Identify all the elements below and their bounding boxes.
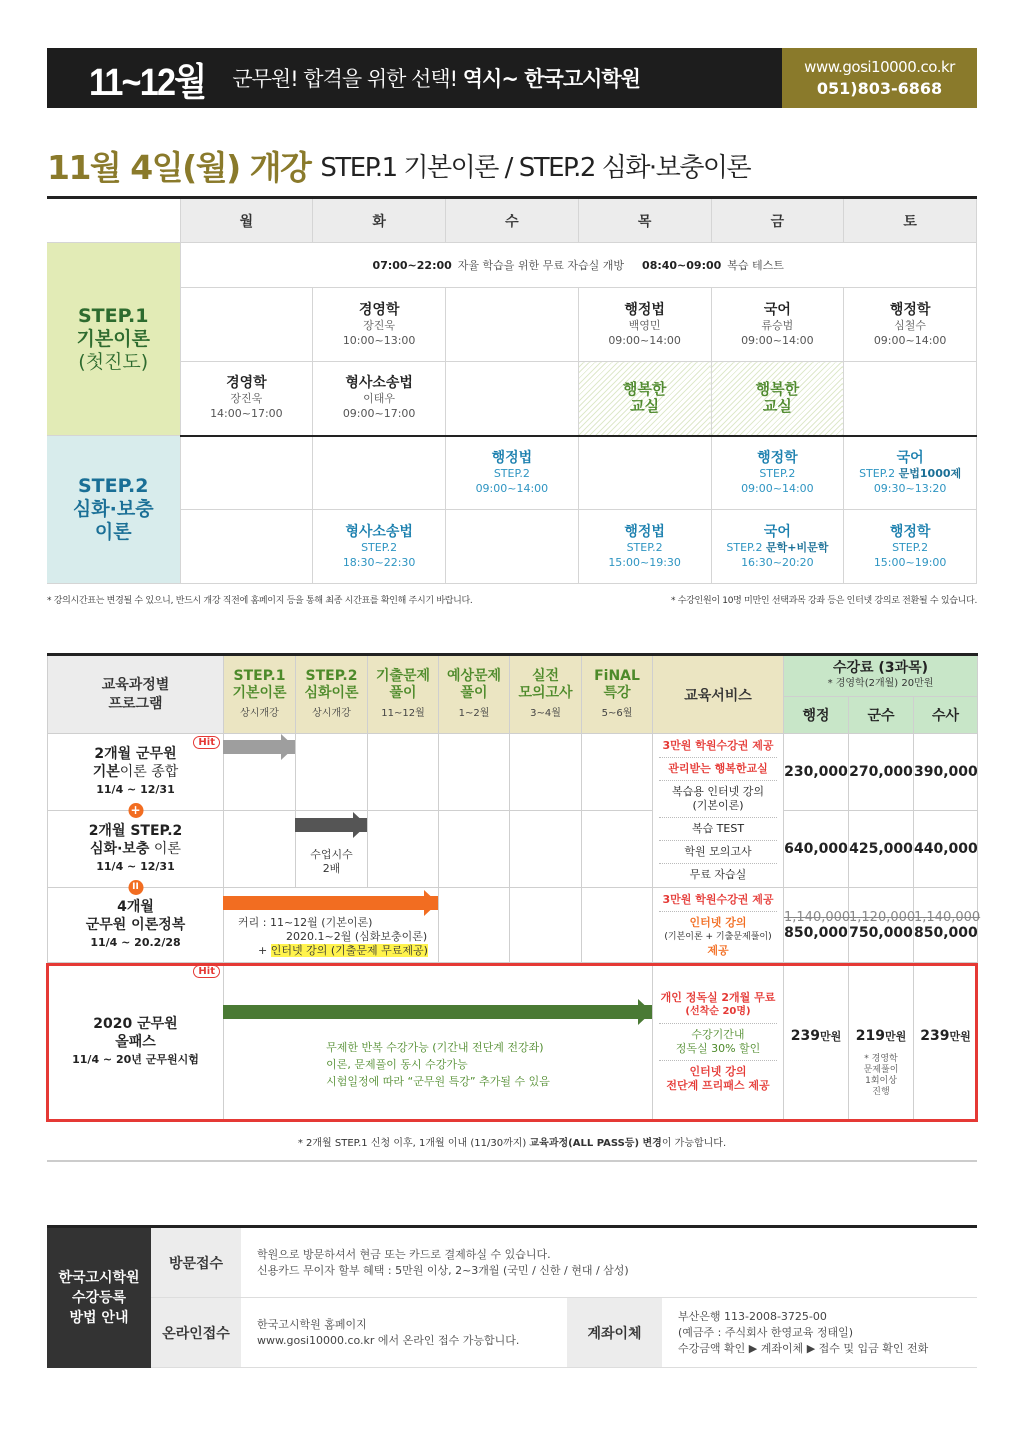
row-l1: 2020 군무원	[93, 1016, 178, 1032]
desc-line: 무제한 반복 수강가능 (기간내 전단계 전강좌)	[326, 1040, 544, 1054]
desc-line: 이론, 문제풀이 동시 수강가능	[326, 1057, 468, 1071]
level: STEP.2	[759, 466, 796, 480]
col-sub: 1~2월	[458, 707, 490, 719]
time: 16:30~20:20	[741, 555, 814, 569]
original-price: 1,120,000	[849, 909, 916, 925]
grid-cell	[582, 811, 653, 888]
col-l1: 기출문제	[375, 667, 431, 684]
program-label	[48, 888, 224, 963]
service-item	[659, 781, 777, 818]
service-item	[659, 912, 777, 962]
class-cell	[844, 510, 977, 584]
website-link[interactable]: www.gosi10000.co.kr	[804, 58, 955, 76]
services-cell	[653, 734, 784, 888]
level: STEP.2	[361, 540, 398, 554]
fee-title: 수강료 (3과목)	[832, 660, 929, 676]
arrow-4month-icon	[223, 896, 438, 910]
price-num: 239	[790, 1028, 820, 1044]
banner-main	[47, 48, 782, 108]
time: 09:00~14:00	[475, 481, 549, 495]
step1-label	[47, 243, 180, 436]
program-label	[48, 963, 224, 1122]
grid-cell	[296, 734, 368, 811]
subject: 경영학	[358, 301, 400, 318]
plus-connector-icon: +	[128, 803, 143, 818]
note-line: * 경영학	[864, 1054, 898, 1064]
tagline-normal: 군무원! 합격을 위한 선택!	[232, 67, 458, 91]
class-cell	[844, 436, 977, 510]
time: 14:00~17:00	[210, 407, 283, 421]
row-dates: 11/4 ~ 20년 군무원시험	[72, 1053, 199, 1066]
row-l2	[48, 840, 223, 858]
happy-line2: 교실	[630, 397, 660, 416]
title-l1: 한국고시학원	[58, 1270, 140, 1286]
services-cell	[653, 888, 784, 963]
service-l2: (기본이론 + 기출문제풀이)	[664, 931, 772, 942]
fee-col-admin: 행정	[784, 697, 849, 734]
phone-number[interactable]: 051)803-6868	[816, 79, 943, 98]
fee-col-military: 군수	[849, 697, 914, 734]
arrow-step2-icon	[295, 818, 367, 832]
curri-l2: 2020.1~2월 (심화보충이론)	[286, 930, 428, 943]
s2r1-tue	[313, 436, 446, 510]
grid-cell	[510, 888, 582, 963]
teacher: 심철수	[894, 318, 927, 332]
class-cell	[446, 436, 579, 510]
schedule-note-left: * 강의시간표는 변경될 수 있으니, 반드시 개강 직전에 홈페이지 등을 통해 최종 시간표를 확인해 주시기 바랍니다.	[47, 596, 473, 606]
schedule-table	[47, 196, 977, 584]
note-l1: 수업시수	[310, 848, 353, 861]
fee-col-investigation: 수사	[914, 697, 978, 734]
service-item: 학원 모의고사	[659, 841, 777, 864]
original-price: 1,140,000	[914, 909, 981, 925]
footnote-c: 이 가능합니다.	[661, 1138, 727, 1149]
title-subtitle: STEP.1 기본이론 / STEP.2 심화·보충이론	[320, 152, 751, 183]
price: 425,000	[849, 811, 914, 888]
service-item: 3만원 학원수강권 제공	[659, 889, 777, 912]
service-l1: 수강기간내	[691, 1028, 745, 1041]
price	[849, 963, 914, 1122]
time: 15:00~19:30	[608, 555, 681, 569]
subject: 행정학	[757, 449, 798, 466]
grid-cell	[582, 734, 653, 811]
step1-line3: (첫진도)	[78, 350, 149, 373]
subject: 행정법	[624, 301, 665, 318]
happy-line1: 행복한	[755, 380, 800, 399]
step2-label	[47, 436, 180, 584]
service-l3: 제공	[707, 943, 729, 957]
level: STEP.2	[626, 540, 663, 554]
time: 09:00~17:00	[342, 407, 416, 421]
curri-prefix: +	[258, 944, 271, 957]
class-cell	[313, 510, 446, 584]
price: 440,000	[914, 811, 978, 888]
arrow-head	[638, 999, 652, 1025]
transfer-l1: 부산은행 113-2008-3725-00	[678, 1309, 827, 1323]
curri-l1: 커리 : 11~12월 (기본이론)	[238, 916, 373, 929]
program-label	[48, 811, 224, 892]
day-thu: 목	[578, 198, 711, 243]
time: 09:00~14:00	[873, 333, 947, 347]
col-l2: 풀이	[460, 684, 488, 701]
s2r1-mon	[180, 436, 313, 510]
banner-contact	[782, 48, 977, 108]
step2-line1: STEP.2	[78, 475, 149, 497]
happy-classroom-cell	[578, 362, 711, 436]
col-l1: STEP.1	[233, 667, 286, 684]
header-step2	[296, 655, 368, 734]
subject: 행정법	[491, 449, 533, 466]
teacher: 류승범	[761, 318, 794, 332]
row-l1: 4개월	[117, 899, 154, 915]
level-extra: 문학+비문학	[765, 540, 829, 554]
online-label: 온라인접수	[151, 1298, 241, 1368]
level-text: STEP.2	[859, 466, 896, 480]
s1r2-sat	[844, 362, 977, 436]
price-num: 219	[855, 1028, 885, 1044]
col-l1: 예상문제	[446, 667, 502, 684]
service-l1: 개인 정독실 2개월 무료	[660, 991, 776, 1004]
grid-cell	[582, 888, 653, 963]
step1-line1: STEP.1	[78, 304, 149, 327]
sale-price: 850,000	[784, 924, 848, 941]
price	[849, 888, 914, 963]
s1r1-mon	[180, 288, 313, 362]
time: 09:00~14:00	[741, 333, 814, 347]
service-l2: 정독실 30% 할인	[675, 1042, 761, 1055]
row-l2	[48, 763, 223, 781]
note-line: 진행	[872, 1087, 890, 1097]
service-item: 무료 자습실	[689, 868, 747, 881]
program-row-allpass	[48, 963, 978, 1122]
row-dates: 11/4 ~ 12/31	[96, 860, 175, 873]
step2-line3: 이론	[94, 521, 132, 543]
class-cell	[711, 436, 844, 510]
banner-period: 11~12월	[89, 61, 206, 104]
day-fri: 금	[711, 198, 844, 243]
s2r2-mon	[180, 510, 313, 584]
service-l2: (기본이론)	[692, 799, 744, 812]
header-banner	[47, 48, 977, 108]
hit-badge: Hit	[193, 736, 220, 749]
grid-cell	[510, 734, 582, 811]
col-sub: 상시개강	[240, 707, 279, 719]
class-cell	[313, 362, 446, 436]
transfer-l3: 수강금액 확인 ▶ 계좌이체 ▶ 접수 및 입금 확인 전화	[678, 1341, 929, 1355]
row-l2-thin: 이론 종합	[119, 764, 179, 780]
header-program	[48, 655, 224, 734]
arrow-allpass-icon	[223, 1005, 652, 1019]
service-item: 관리받는 행복한교실	[659, 758, 777, 781]
class-cell	[711, 288, 844, 362]
banner-tagline	[232, 63, 640, 93]
subject: 행정학	[889, 301, 931, 318]
grid-cell	[439, 734, 510, 811]
transfer-desc	[662, 1298, 977, 1368]
sale-price: 750,000	[849, 924, 913, 941]
fee-note: * 경영학(2개월) 20만원	[827, 678, 934, 689]
subject: 국어	[763, 301, 791, 318]
open-date: 11월 4일(월) 개강	[47, 147, 311, 187]
online-l2[interactable]: www.gosi10000.co.kr 에서 온라인 접수 가능합니다.	[257, 1333, 520, 1347]
class-cell	[711, 510, 844, 584]
online-desc	[241, 1298, 567, 1368]
s2r2-wed	[446, 510, 579, 584]
level	[844, 467, 976, 481]
schedule-note-right: * 수강인원이 10명 미만인 선택과목 강좌 등은 인터넷 강의로 전환될 수 있습니다.	[671, 596, 977, 606]
program-row	[48, 734, 978, 811]
col-l1: STEP.2	[305, 667, 358, 684]
level: STEP.2	[892, 540, 929, 554]
service-item: 3만원 학원수강권 제공	[659, 735, 777, 758]
allpass-price	[920, 1028, 971, 1044]
level	[712, 541, 844, 555]
happy-line2: 교실	[762, 397, 792, 416]
subject: 형사소송법	[345, 523, 413, 540]
hit-badge: Hit	[193, 965, 220, 978]
program-l1: 교육과정별	[101, 676, 170, 693]
row-l1: 2개월 군무원	[94, 746, 177, 762]
class-cell	[578, 288, 711, 362]
class-cell	[180, 362, 313, 436]
desc-line: 시험일정에 따라 “군무원 특강” 추가될 수 있음	[326, 1074, 550, 1088]
visit-desc	[241, 1228, 977, 1298]
price: 270,000	[849, 734, 914, 811]
service-l1: 인터넷 강의	[689, 915, 747, 929]
registration-guide	[47, 1225, 977, 1365]
s1r2-wed	[446, 362, 579, 436]
day-sat: 토	[844, 198, 977, 243]
row-l2: 올패스	[115, 1034, 156, 1050]
grid-cell	[224, 811, 296, 888]
footnote-a: * 2개월 STEP.1 신청 이후, 1개월 이내 (11/30까지)	[297, 1138, 530, 1149]
subject: 행정법	[624, 523, 665, 540]
row-l2-bold: 심화·보충	[90, 841, 150, 857]
time: 18:30~22:30	[342, 555, 416, 569]
info-text2: 복습 테스트	[727, 259, 784, 272]
class-cell	[313, 288, 446, 362]
header-fee	[784, 655, 978, 697]
price	[784, 963, 849, 1122]
header-step1	[224, 655, 296, 734]
class-cell	[578, 510, 711, 584]
subject: 행정학	[889, 523, 931, 540]
row-l2-bold: 기본	[92, 764, 120, 780]
original-price: 1,140,000	[784, 909, 851, 925]
time: 10:00~13:00	[342, 333, 416, 347]
arrow-head	[353, 812, 367, 838]
col-sub: 상시개강	[312, 707, 351, 719]
sale-price: 850,000	[914, 924, 978, 941]
time: 09:00~14:00	[741, 481, 814, 495]
service-item	[659, 987, 777, 1024]
program-l2: 프로그램	[108, 695, 163, 712]
col-l1: 실전	[531, 667, 560, 684]
teacher: 장진욱	[230, 392, 263, 406]
price: 640,000	[784, 811, 849, 888]
info-time1: 07:00~22:00	[372, 259, 452, 272]
header-blank	[47, 198, 180, 243]
teacher: 백영민	[628, 318, 661, 332]
program-label	[48, 734, 224, 817]
curri-highlight: 인터넷 강의 (기출문제 무료제공)	[270, 944, 428, 957]
subject: 형사소송법	[345, 375, 413, 392]
subject: 국어	[896, 449, 924, 466]
price-unit: 만원	[949, 1030, 971, 1043]
service-item	[659, 1024, 777, 1061]
row-l1: 2개월 STEP.2	[88, 823, 183, 839]
level-extra: 문법1000제	[898, 466, 962, 480]
program-row	[48, 888, 978, 963]
service-l2: (선착순 20명)	[685, 1006, 751, 1017]
happy-classroom-cell	[711, 362, 844, 436]
study-room-info	[180, 243, 977, 288]
program-footnote	[47, 1134, 977, 1149]
row-l2: 군무원 이론정복	[85, 917, 186, 933]
teacher: 이태우	[363, 392, 396, 406]
col-l2: 기본이론	[232, 684, 287, 701]
header-expected-exam	[439, 655, 510, 734]
subject: 경영학	[226, 375, 267, 392]
equals-connector-icon: II	[128, 880, 143, 895]
time: 09:30~13:20	[873, 481, 947, 495]
registration-title	[47, 1228, 151, 1368]
price-unit: 만원	[819, 1030, 842, 1043]
day-mon: 월	[180, 198, 313, 243]
happy-line1: 행복한	[622, 380, 667, 399]
footnote-b: 교육과정(ALL PASS등) 변경	[529, 1138, 662, 1149]
arrow-step1-icon	[223, 740, 295, 754]
price-num: 239	[920, 1028, 950, 1044]
price-fine-note	[849, 1054, 913, 1098]
schedule-header-row	[47, 198, 977, 243]
transfer-l2: (예금주 : 주식회사 한영교육 정태일)	[678, 1325, 854, 1339]
page-title	[47, 140, 750, 190]
services-cell	[653, 963, 784, 1122]
arrow-head	[424, 890, 438, 916]
visit-l2: 신용카드 무이자 할부 혜택 : 5만원 이상, 2~3개월 (국민 / 신한 / 현대 / 삼성)	[257, 1263, 629, 1277]
price	[784, 888, 849, 963]
note-l2: 2배	[322, 862, 341, 875]
s1r1-wed	[446, 288, 579, 362]
service-l1: 인터넷 강의	[689, 1065, 747, 1078]
level-text: STEP.2	[726, 540, 763, 554]
header-final	[582, 655, 653, 734]
col-l2: 특강	[603, 684, 631, 701]
grid-cell	[439, 888, 510, 963]
level: STEP.2	[493, 466, 530, 480]
price	[914, 963, 978, 1122]
info-time2: 08:40~09:00	[642, 259, 722, 272]
allpass-price	[791, 1028, 842, 1044]
info-text1: 자율 학습을 위한 무료 자습실 개방	[457, 259, 625, 272]
grid-cell	[510, 811, 582, 888]
day-wed: 수	[446, 198, 579, 243]
allpass-price	[856, 1028, 907, 1044]
time: 09:00~14:00	[608, 333, 681, 347]
note-line: 문제풀이	[863, 1065, 899, 1075]
grid-cell	[368, 734, 439, 811]
price: 230,000	[784, 734, 849, 811]
grid-cell	[368, 811, 439, 888]
col-sub: 5~6월	[601, 707, 633, 719]
class-cell	[844, 288, 977, 362]
header-past-exam	[368, 655, 439, 734]
online-l1: 한국고시학원 홈페이지	[257, 1317, 367, 1331]
service-l2: 전단계 프리패스 제공	[666, 1079, 770, 1092]
transfer-label: 계좌이체	[567, 1298, 662, 1368]
visit-l1: 학원으로 방문하셔서 현금 또는 카드로 결제하실 수 있습니다.	[257, 1247, 551, 1261]
grid-cell	[439, 811, 510, 888]
day-tue: 화	[313, 198, 446, 243]
row-l2-thin: 이론	[149, 841, 181, 857]
step1-line2: 기본이론	[76, 327, 150, 350]
price	[914, 888, 981, 963]
price: 390,000	[914, 734, 978, 811]
subject: 국어	[763, 523, 791, 540]
s2r1-thu	[578, 436, 711, 510]
service-item	[659, 1061, 777, 1097]
row-dates: 11/4 ~ 12/31	[96, 783, 175, 796]
title-l3: 방법 안내	[69, 1310, 129, 1326]
program-row	[48, 811, 978, 888]
time: 15:00~19:00	[873, 555, 947, 569]
divider	[47, 1160, 977, 1162]
curri-l3	[238, 944, 438, 958]
price-unit: 만원	[884, 1030, 907, 1043]
allpass-desc	[224, 963, 653, 1122]
col-l2: 모의고사	[518, 684, 573, 701]
col-l1: FiNAL	[594, 667, 640, 684]
arrow-head	[281, 734, 295, 760]
header-mock-exam	[510, 655, 582, 734]
teacher: 장진욱	[363, 318, 396, 332]
note-line: 1회이상	[865, 1076, 897, 1086]
row-dates: 11/4 ~ 20.2/28	[90, 936, 181, 949]
tagline-bold: 역시~ 한국고시학원	[462, 67, 640, 91]
step2-line2: 심화·보충	[72, 498, 154, 520]
col-sub: 3~4월	[530, 707, 561, 719]
header-services: 교육서비스	[653, 655, 784, 734]
title-l2: 수강등록	[71, 1290, 127, 1306]
col-l2: 풀이	[389, 684, 417, 701]
col-sub: 11~12월	[381, 707, 425, 719]
service-l1: 복습용 인터넷 강의	[671, 785, 764, 798]
visit-label: 방문접수	[151, 1228, 241, 1298]
program-table	[47, 653, 981, 1122]
col-l2: 심화이론	[304, 684, 359, 701]
service-item: 복습 TEST	[659, 818, 777, 841]
